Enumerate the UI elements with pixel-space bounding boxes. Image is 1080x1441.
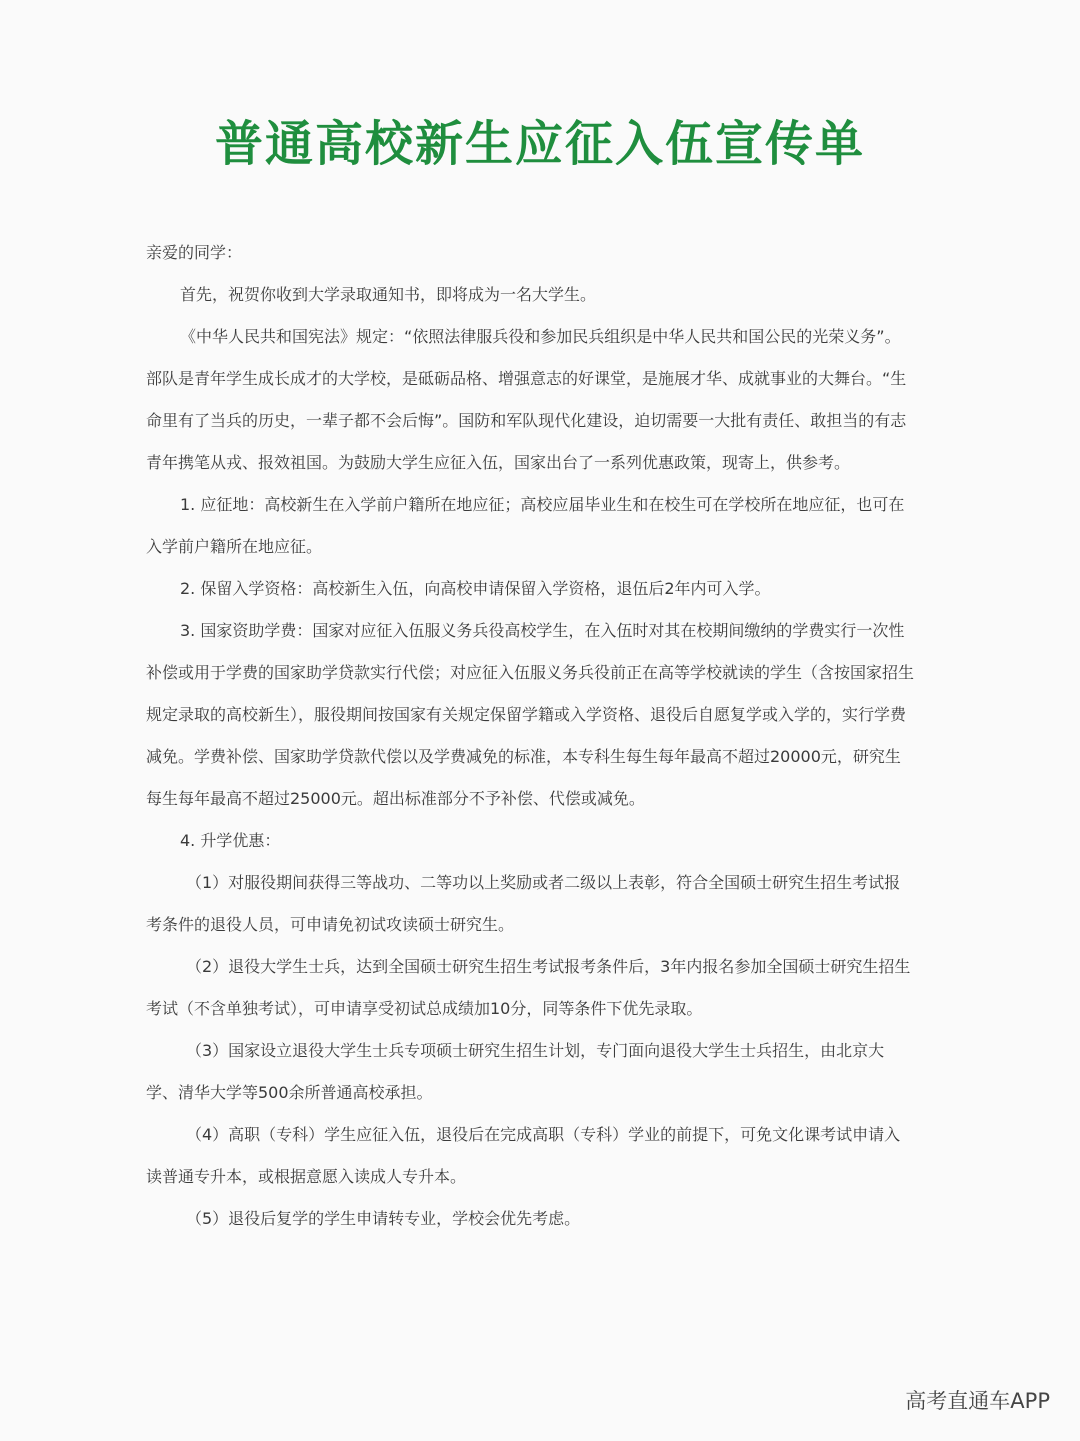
paragraph-constitution: 《中华人民共和国宪法》规定：“依照法律服兵役和参加民兵组织是中华人民共和国公民的光荣义务”。部队是青年学生成长成才的大学校，是砥砺品格、增强意志的好课堂，是施展才华、成就事业的大舞台。“生命里有了当兵的历史，一辈子都不会后悔”。国防和军队现代化建设，迫切需要一大批有责任、敢担当的有志青年携笔从戎、报效祖国。为鼓励大学生应征入伍，国家出台了一系列优惠政策，现寄上，供参考。 (146, 327, 907, 472)
paragraph-congratulations: 首先，祝贺你收到大学录取通知书，即将成为一名大学生。 (180, 285, 597, 304)
sub-item-special-plan: （3）国家设立退役大学生士兵专项硕士研究生招生计划，专门面向退役大学生士兵招生，由北京大学、清华大学等500余所普通高校承担。 (146, 1041, 885, 1102)
greeting: 亲爱的同学： (146, 243, 243, 262)
source-watermark: 高考直通车APP (905, 1389, 1050, 1413)
document-title: 普通高校新生应征入伍宣传单 (214, 116, 865, 172)
sub-item-bonus-points: （2）退役大学生士兵，达到全国硕士研究生招生考试报考条件后，3年内报名参加全国硕士研究生招生考试（不含单独考试），可申请享受初试总成绩加10分，同等条件下优先录取。 (146, 957, 911, 1018)
sub-item-major-transfer: （5）退役后复学的学生申请转专业，学校会优先考虑。 (186, 1209, 581, 1228)
policy-item-tuition-aid: 3. 国家资助学费：国家对应征入伍服义务兵役高校学生，在入伍时对其在校期间缴纳的学费实行一次性补偿或用于学费的国家助学贷款实行代偿；对应征入伍服义务兵役前正在高等学校就读的学生（含按国家招生规定录取的高校新生），服役期间按国家有关规定保留学籍或入学资格、退役后自愿复学或入学的，实行学费减免。学费补偿、国家助学贷款代偿以及学费减免的标准，本专科生每生每年最高不超过20000元，研究生每生每年最高不超过25000元。超出标准部分不予补偿、代偿或减免。 (146, 621, 915, 808)
document-body (146, 232, 914, 1240)
policy-item-enlistment-location: 1. 应征地：高校新生在入学前户籍所在地应征；高校应届毕业生和在校生可在学校所在地应征，也可在入学前户籍所在地应征。 (146, 495, 905, 556)
sub-item-vocational-upgrade: （4）高职（专科）学生应征入伍，退役后在完成高职（专科）学业的前提下，可免文化课考试申请入读普通专升本，或根据意愿入读成人专升本。 (146, 1125, 901, 1186)
policy-item-enrollment-retention: 2. 保留入学资格：高校新生入伍，向高校申请保留入学资格，退伍后2年内可入学。 (180, 579, 771, 598)
policy-item-further-study: 4. 升学优惠： (180, 831, 281, 850)
sub-item-exam-exemption: （1）对服役期间获得三等战功、二等功以上奖励或者二级以上表彰，符合全国硕士研究生招生考试报考条件的退役人员，可申请免初试攻读硕士研究生。 (146, 873, 901, 934)
